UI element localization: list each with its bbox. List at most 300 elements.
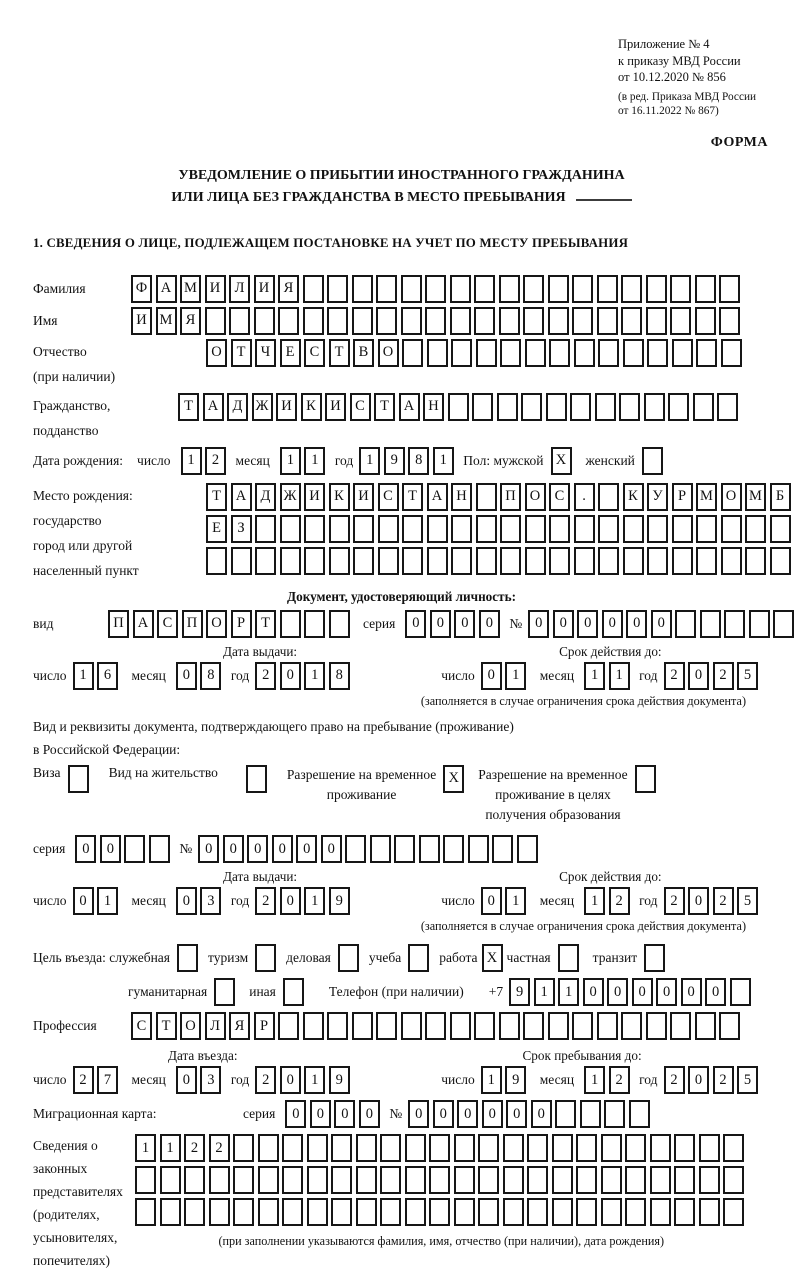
char-box[interactable]: [376, 275, 397, 303]
char-box[interactable]: Е: [206, 515, 227, 543]
char-box[interactable]: 1: [73, 662, 94, 690]
char-box[interactable]: [304, 610, 325, 638]
char-box[interactable]: 0: [321, 835, 342, 863]
char-box[interactable]: [454, 1198, 475, 1226]
char-box[interactable]: [331, 1198, 352, 1226]
char-box[interactable]: 0: [626, 610, 647, 638]
purpose-private-checkbox[interactable]: [558, 944, 579, 972]
char-box[interactable]: 0: [454, 610, 475, 638]
char-box[interactable]: [282, 1134, 303, 1162]
char-box[interactable]: [419, 835, 440, 863]
char-box[interactable]: [721, 339, 742, 367]
char-box[interactable]: [476, 339, 497, 367]
char-box[interactable]: [730, 978, 751, 1006]
char-box[interactable]: [376, 1012, 397, 1040]
char-box[interactable]: [124, 835, 145, 863]
char-box[interactable]: [625, 1134, 646, 1162]
char-box[interactable]: Т: [156, 1012, 177, 1040]
char-box[interactable]: [670, 307, 691, 335]
char-box[interactable]: [329, 515, 350, 543]
char-box[interactable]: 9: [329, 887, 350, 915]
char-box[interactable]: 0: [577, 610, 598, 638]
purpose-business-checkbox[interactable]: [338, 944, 359, 972]
char-box[interactable]: [552, 1134, 573, 1162]
char-box[interactable]: [345, 835, 366, 863]
char-box[interactable]: О: [206, 339, 227, 367]
char-box[interactable]: 3: [200, 1066, 221, 1094]
char-box[interactable]: [376, 307, 397, 335]
char-box[interactable]: [331, 1166, 352, 1194]
char-box[interactable]: [160, 1198, 181, 1226]
char-box[interactable]: [356, 1134, 377, 1162]
char-box[interactable]: [517, 835, 538, 863]
char-box[interactable]: [525, 339, 546, 367]
char-box[interactable]: Б: [770, 483, 791, 511]
char-box[interactable]: И: [325, 393, 346, 421]
char-box[interactable]: И: [276, 393, 297, 421]
char-box[interactable]: [229, 307, 250, 335]
char-box[interactable]: [672, 515, 693, 543]
char-box[interactable]: [696, 339, 717, 367]
char-box[interactable]: [402, 339, 423, 367]
char-box[interactable]: 1: [181, 447, 202, 475]
char-box[interactable]: [597, 307, 618, 335]
char-box[interactable]: 0: [553, 610, 574, 638]
char-box[interactable]: 0: [75, 835, 96, 863]
char-box[interactable]: [503, 1134, 524, 1162]
char-box[interactable]: [695, 275, 716, 303]
char-box[interactable]: [401, 307, 422, 335]
char-box[interactable]: 2: [713, 662, 734, 690]
purpose-tourism-checkbox[interactable]: [255, 944, 276, 972]
char-box[interactable]: [258, 1198, 279, 1226]
char-box[interactable]: [548, 275, 569, 303]
char-box[interactable]: Т: [206, 483, 227, 511]
char-box[interactable]: [576, 1134, 597, 1162]
char-box[interactable]: [723, 1134, 744, 1162]
purpose-official-checkbox[interactable]: [177, 944, 198, 972]
char-box[interactable]: 0: [705, 978, 726, 1006]
char-box[interactable]: 1: [505, 662, 526, 690]
char-box[interactable]: [770, 547, 791, 575]
char-box[interactable]: [721, 515, 742, 543]
char-box[interactable]: [647, 515, 668, 543]
char-box[interactable]: [623, 339, 644, 367]
char-box[interactable]: [723, 1198, 744, 1226]
char-box[interactable]: 8: [329, 662, 350, 690]
char-box[interactable]: [646, 1012, 667, 1040]
char-box[interactable]: [352, 275, 373, 303]
char-box[interactable]: 3: [200, 887, 221, 915]
char-box[interactable]: [160, 1166, 181, 1194]
char-box[interactable]: [549, 515, 570, 543]
char-box[interactable]: 0: [457, 1100, 478, 1128]
char-box[interactable]: 0: [198, 835, 219, 863]
rvp-checkbox[interactable]: X: [443, 765, 464, 793]
char-box[interactable]: [721, 547, 742, 575]
char-box[interactable]: 0: [681, 978, 702, 1006]
char-box[interactable]: 9: [509, 978, 530, 1006]
char-box[interactable]: Н: [423, 393, 444, 421]
char-box[interactable]: [576, 1198, 597, 1226]
char-box[interactable]: 0: [100, 835, 121, 863]
char-box[interactable]: [476, 547, 497, 575]
char-box[interactable]: [523, 275, 544, 303]
char-box[interactable]: [327, 307, 348, 335]
char-box[interactable]: М: [745, 483, 766, 511]
char-box[interactable]: [401, 275, 422, 303]
char-box[interactable]: 2: [184, 1134, 205, 1162]
char-box[interactable]: [719, 307, 740, 335]
char-box[interactable]: Т: [231, 339, 252, 367]
char-box[interactable]: О: [525, 483, 546, 511]
char-box[interactable]: [474, 275, 495, 303]
char-box[interactable]: [549, 339, 570, 367]
char-box[interactable]: [474, 307, 495, 335]
char-box[interactable]: 1: [160, 1134, 181, 1162]
char-box[interactable]: 1: [481, 1066, 502, 1094]
char-box[interactable]: [255, 515, 276, 543]
char-box[interactable]: 2: [713, 1066, 734, 1094]
rvp-edu-checkbox[interactable]: [635, 765, 656, 793]
char-box[interactable]: [233, 1198, 254, 1226]
char-box[interactable]: [773, 610, 794, 638]
char-box[interactable]: 1: [505, 887, 526, 915]
char-box[interactable]: [255, 547, 276, 575]
char-box[interactable]: [693, 393, 714, 421]
char-box[interactable]: [672, 547, 693, 575]
char-box[interactable]: 0: [310, 1100, 331, 1128]
char-box[interactable]: [595, 393, 616, 421]
char-box[interactable]: 9: [384, 447, 405, 475]
char-box[interactable]: [574, 515, 595, 543]
char-box[interactable]: Н: [451, 483, 472, 511]
visa-checkbox[interactable]: [68, 765, 89, 793]
char-box[interactable]: [135, 1198, 156, 1226]
char-box[interactable]: 0: [481, 887, 502, 915]
char-box[interactable]: [500, 339, 521, 367]
char-box[interactable]: [646, 307, 667, 335]
char-box[interactable]: [525, 515, 546, 543]
purpose-transit-checkbox[interactable]: [644, 944, 665, 972]
char-box[interactable]: 1: [584, 1066, 605, 1094]
char-box[interactable]: [572, 1012, 593, 1040]
char-box[interactable]: И: [131, 307, 152, 335]
char-box[interactable]: 1: [584, 662, 605, 690]
char-box[interactable]: 1: [359, 447, 380, 475]
char-box[interactable]: [380, 1198, 401, 1226]
char-box[interactable]: 2: [609, 1066, 630, 1094]
char-box[interactable]: [427, 339, 448, 367]
char-box[interactable]: [523, 307, 544, 335]
char-box[interactable]: [304, 515, 325, 543]
char-box[interactable]: [378, 547, 399, 575]
char-box[interactable]: [184, 1166, 205, 1194]
char-box[interactable]: [353, 547, 374, 575]
char-box[interactable]: 2: [205, 447, 226, 475]
char-box[interactable]: 0: [481, 662, 502, 690]
char-box[interactable]: [749, 610, 770, 638]
char-box[interactable]: 1: [558, 978, 579, 1006]
char-box[interactable]: [429, 1166, 450, 1194]
char-box[interactable]: [723, 1166, 744, 1194]
char-box[interactable]: [356, 1198, 377, 1226]
char-box[interactable]: [307, 1198, 328, 1226]
char-box[interactable]: А: [156, 275, 177, 303]
char-box[interactable]: Я: [278, 275, 299, 303]
char-box[interactable]: [672, 339, 693, 367]
char-box[interactable]: П: [108, 610, 129, 638]
char-box[interactable]: 0: [405, 610, 426, 638]
char-box[interactable]: 0: [430, 610, 451, 638]
char-box[interactable]: [476, 515, 497, 543]
char-box[interactable]: [621, 1012, 642, 1040]
char-box[interactable]: [303, 307, 324, 335]
char-box[interactable]: 0: [296, 835, 317, 863]
char-box[interactable]: [597, 1012, 618, 1040]
char-box[interactable]: Д: [227, 393, 248, 421]
char-box[interactable]: 0: [602, 610, 623, 638]
char-box[interactable]: Л: [205, 1012, 226, 1040]
char-box[interactable]: 1: [584, 887, 605, 915]
char-box[interactable]: К: [623, 483, 644, 511]
char-box[interactable]: Р: [231, 610, 252, 638]
char-box[interactable]: И: [205, 275, 226, 303]
char-box[interactable]: Т: [178, 393, 199, 421]
char-box[interactable]: Ф: [131, 275, 152, 303]
char-box[interactable]: [523, 1012, 544, 1040]
char-box[interactable]: [552, 1166, 573, 1194]
char-box[interactable]: 0: [334, 1100, 355, 1128]
char-box[interactable]: [570, 393, 591, 421]
char-box[interactable]: Р: [254, 1012, 275, 1040]
char-box[interactable]: [546, 393, 567, 421]
char-box[interactable]: [329, 610, 350, 638]
char-box[interactable]: 7: [97, 1066, 118, 1094]
char-box[interactable]: 9: [505, 1066, 526, 1094]
char-box[interactable]: З: [231, 515, 252, 543]
char-box[interactable]: [576, 1166, 597, 1194]
char-box[interactable]: Я: [229, 1012, 250, 1040]
char-box[interactable]: С: [549, 483, 570, 511]
char-box[interactable]: [574, 339, 595, 367]
char-box[interactable]: Д: [255, 483, 276, 511]
char-box[interactable]: [427, 515, 448, 543]
char-box[interactable]: И: [353, 483, 374, 511]
char-box[interactable]: П: [182, 610, 203, 638]
char-box[interactable]: 2: [255, 887, 276, 915]
char-box[interactable]: [307, 1134, 328, 1162]
char-box[interactable]: [601, 1134, 622, 1162]
char-box[interactable]: [745, 515, 766, 543]
char-box[interactable]: [451, 547, 472, 575]
char-box[interactable]: 0: [688, 887, 709, 915]
char-box[interactable]: 0: [73, 887, 94, 915]
char-box[interactable]: 8: [200, 662, 221, 690]
char-box[interactable]: 0: [280, 887, 301, 915]
char-box[interactable]: [353, 515, 374, 543]
char-box[interactable]: Т: [402, 483, 423, 511]
char-box[interactable]: [597, 275, 618, 303]
char-box[interactable]: О: [721, 483, 742, 511]
char-box[interactable]: [699, 1166, 720, 1194]
char-box[interactable]: 0: [176, 662, 197, 690]
char-box[interactable]: [499, 1012, 520, 1040]
char-box[interactable]: 2: [664, 662, 685, 690]
char-box[interactable]: [598, 547, 619, 575]
char-box[interactable]: [598, 483, 619, 511]
char-box[interactable]: 0: [359, 1100, 380, 1128]
char-box[interactable]: [429, 1134, 450, 1162]
char-box[interactable]: [503, 1198, 524, 1226]
char-box[interactable]: [282, 1198, 303, 1226]
char-box[interactable]: [352, 307, 373, 335]
char-box[interactable]: [472, 393, 493, 421]
char-box[interactable]: [278, 1012, 299, 1040]
char-box[interactable]: [135, 1166, 156, 1194]
char-box[interactable]: И: [304, 483, 325, 511]
char-box[interactable]: А: [231, 483, 252, 511]
char-box[interactable]: [670, 275, 691, 303]
char-box[interactable]: [499, 275, 520, 303]
char-box[interactable]: 2: [664, 887, 685, 915]
char-box[interactable]: [695, 307, 716, 335]
char-box[interactable]: [427, 547, 448, 575]
char-box[interactable]: 0: [651, 610, 672, 638]
char-box[interactable]: [184, 1198, 205, 1226]
char-box[interactable]: М: [156, 307, 177, 335]
char-box[interactable]: [370, 835, 391, 863]
purpose-work-checkbox[interactable]: X: [482, 944, 503, 972]
char-box[interactable]: [425, 1012, 446, 1040]
char-box[interactable]: [527, 1166, 548, 1194]
char-box[interactable]: [552, 1198, 573, 1226]
char-box[interactable]: [527, 1134, 548, 1162]
char-box[interactable]: [674, 1198, 695, 1226]
char-box[interactable]: [625, 1166, 646, 1194]
char-box[interactable]: [378, 515, 399, 543]
char-box[interactable]: [644, 393, 665, 421]
char-box[interactable]: 0: [583, 978, 604, 1006]
char-box[interactable]: [282, 1166, 303, 1194]
char-box[interactable]: О: [378, 339, 399, 367]
char-box[interactable]: [478, 1198, 499, 1226]
char-box[interactable]: 2: [664, 1066, 685, 1094]
char-box[interactable]: А: [203, 393, 224, 421]
char-box[interactable]: [327, 1012, 348, 1040]
char-box[interactable]: [450, 307, 471, 335]
char-box[interactable]: 1: [433, 447, 454, 475]
char-box[interactable]: 0: [176, 887, 197, 915]
char-box[interactable]: [425, 275, 446, 303]
purpose-other-checkbox[interactable]: [283, 978, 304, 1006]
char-box[interactable]: [380, 1134, 401, 1162]
char-box[interactable]: [356, 1166, 377, 1194]
char-box[interactable]: 0: [433, 1100, 454, 1128]
char-box[interactable]: 5: [737, 662, 758, 690]
char-box[interactable]: [478, 1166, 499, 1194]
char-box[interactable]: К: [301, 393, 322, 421]
char-box[interactable]: К: [329, 483, 350, 511]
char-box[interactable]: [303, 1012, 324, 1040]
char-box[interactable]: 1: [304, 1066, 325, 1094]
char-box[interactable]: [258, 1134, 279, 1162]
char-box[interactable]: [401, 1012, 422, 1040]
char-box[interactable]: [548, 1012, 569, 1040]
char-box[interactable]: [149, 835, 170, 863]
char-box[interactable]: 1: [304, 662, 325, 690]
char-box[interactable]: [724, 610, 745, 638]
char-box[interactable]: [647, 339, 668, 367]
char-box[interactable]: [668, 393, 689, 421]
char-box[interactable]: [280, 610, 301, 638]
char-box[interactable]: [307, 1166, 328, 1194]
char-box[interactable]: [621, 307, 642, 335]
char-box[interactable]: [549, 547, 570, 575]
char-box[interactable]: 2: [255, 1066, 276, 1094]
char-box[interactable]: Ж: [252, 393, 273, 421]
char-box[interactable]: П: [500, 483, 521, 511]
char-box[interactable]: М: [180, 275, 201, 303]
char-box[interactable]: [675, 610, 696, 638]
char-box[interactable]: 0: [656, 978, 677, 1006]
char-box[interactable]: Ч: [255, 339, 276, 367]
char-box[interactable]: [623, 515, 644, 543]
char-box[interactable]: [443, 835, 464, 863]
char-box[interactable]: Р: [672, 483, 693, 511]
char-box[interactable]: [601, 1198, 622, 1226]
char-box[interactable]: [696, 515, 717, 543]
char-box[interactable]: [572, 275, 593, 303]
char-box[interactable]: [717, 393, 738, 421]
char-box[interactable]: 0: [280, 662, 301, 690]
char-box[interactable]: [696, 547, 717, 575]
char-box[interactable]: [548, 307, 569, 335]
char-box[interactable]: 2: [255, 662, 276, 690]
char-box[interactable]: [468, 835, 489, 863]
char-box[interactable]: Е: [280, 339, 301, 367]
char-box[interactable]: 2: [713, 887, 734, 915]
char-box[interactable]: И: [254, 275, 275, 303]
char-box[interactable]: [327, 275, 348, 303]
char-box[interactable]: [352, 1012, 373, 1040]
char-box[interactable]: 0: [285, 1100, 306, 1128]
char-box[interactable]: [695, 1012, 716, 1040]
char-box[interactable]: [394, 835, 415, 863]
char-box[interactable]: 1: [304, 887, 325, 915]
char-box[interactable]: 0: [479, 610, 500, 638]
char-box[interactable]: С: [350, 393, 371, 421]
char-box[interactable]: В: [353, 339, 374, 367]
char-box[interactable]: С: [157, 610, 178, 638]
char-box[interactable]: [278, 307, 299, 335]
char-box[interactable]: 0: [607, 978, 628, 1006]
char-box[interactable]: [205, 307, 226, 335]
char-box[interactable]: 1: [304, 447, 325, 475]
char-box[interactable]: [770, 515, 791, 543]
char-box[interactable]: 0: [272, 835, 293, 863]
char-box[interactable]: [497, 393, 518, 421]
char-box[interactable]: [650, 1166, 671, 1194]
char-box[interactable]: [745, 547, 766, 575]
char-box[interactable]: [499, 307, 520, 335]
char-box[interactable]: [621, 275, 642, 303]
char-box[interactable]: [425, 307, 446, 335]
char-box[interactable]: 0: [688, 1066, 709, 1094]
char-box[interactable]: 0: [482, 1100, 503, 1128]
char-box[interactable]: О: [180, 1012, 201, 1040]
purpose-study-checkbox[interactable]: [408, 944, 429, 972]
